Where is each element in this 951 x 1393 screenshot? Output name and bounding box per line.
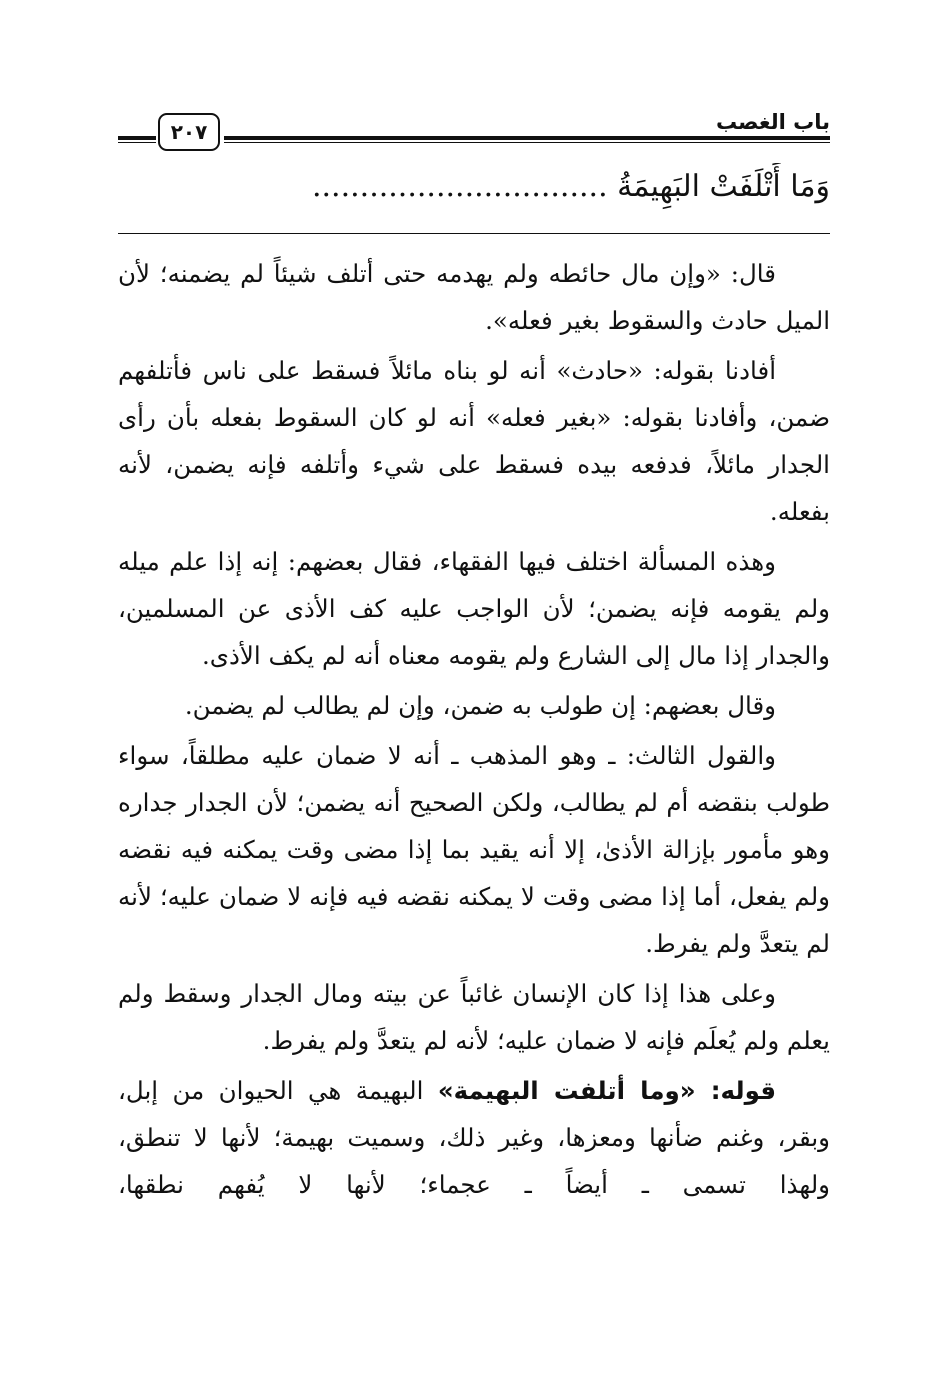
- paragraph: وعلى هذا إذا كان الإنسان غائباً عن بيته ومال الجدار وسقط ولم يعلم ولم يُعلَم فإنه لا ضمان عليه؛ لأنه لم يتعدَّ ولم يفرط.: [118, 979, 830, 1055]
- paragraph: أفادنا بقوله: «حادث» أنه لو بناه مائلاً فسقط على ناس فأتلفهم ضمن، وأفادنا بقوله: «بغير فعله» أنه لو كان السقوط بفعله بأن رأى الجدار مائلاً، فدفعه بيده فسقط على شيء وأتلفه فإنه يضمن، لأنه بفعله.: [118, 356, 830, 526]
- commentary-body: [118, 250, 830, 1211]
- paragraph: وقال بعضهم: إن طولب به ضمن، وإن لم يطالب لم يضمن.: [184, 691, 776, 720]
- paragraph-text: البهيمة هي الحيوان من إبل، وبقر، وغنم ضأنها ومعزها، وغير ذلك، وسميت بهيمة؛ لأنها لا تنطق، ولهذا تسمى ـ أيضاً ـ عجماء؛ لأنها لا يُفهم نطقها،: [118, 1076, 830, 1199]
- header-rule: [224, 136, 830, 140]
- chapter-title: باب الغصب: [715, 110, 830, 134]
- paragraph: [118, 1067, 830, 1208]
- page-number: ٢٠٧: [158, 113, 220, 151]
- page-header: [118, 104, 830, 152]
- paragraph-lead: قوله: «وما أتلفت البهيمة»: [437, 1076, 776, 1105]
- header-rule-left: [118, 136, 156, 140]
- paragraph: والقول الثالث: ـ وهو المذهب ـ أنه لا ضمان عليه مطلقاً، سواء طولب بنقضه أم لم يطالب، ولكن الصحيح أنه يضمن؛ لأن الجدار جداره وهو مأمور بإزالة الأذىٰ، إلا أنه يقيد بما إذا مضى وقت يمكنه فيه نقضه ولم يفعل، أما إذا مضى وقت لا يمكنه نقضه فيه فإنه لا ضمان عليه؛ لأنه لم يتعدَّ ولم يفرط.: [118, 741, 830, 958]
- paragraph: قال: «وإن مال حائطه ولم يهدمه حتى أتلف شيئاً لم يضمنه؛ لأن الميل حادث والسقوط بغير فعله».: [118, 259, 830, 335]
- matn-text: وَمَا أَتْلَفَتْ البَهِيمَةُ ...............................: [311, 169, 830, 204]
- header-rule-thin: [224, 142, 830, 143]
- paragraph: وهذه المسألة اختلف فيها الفقهاء، فقال بعضهم: إنه إذا علم ميله ولم يقومه فإنه يضمن؛ لأن الواجب عليه كف الأذى عن المسلمين، والجدار إذا مال إلى الشارع ولم يقومه معناه أنه لم يكف الأذى.: [118, 547, 830, 670]
- header-rule-left-thin: [118, 142, 156, 143]
- matn-divider: [118, 233, 830, 234]
